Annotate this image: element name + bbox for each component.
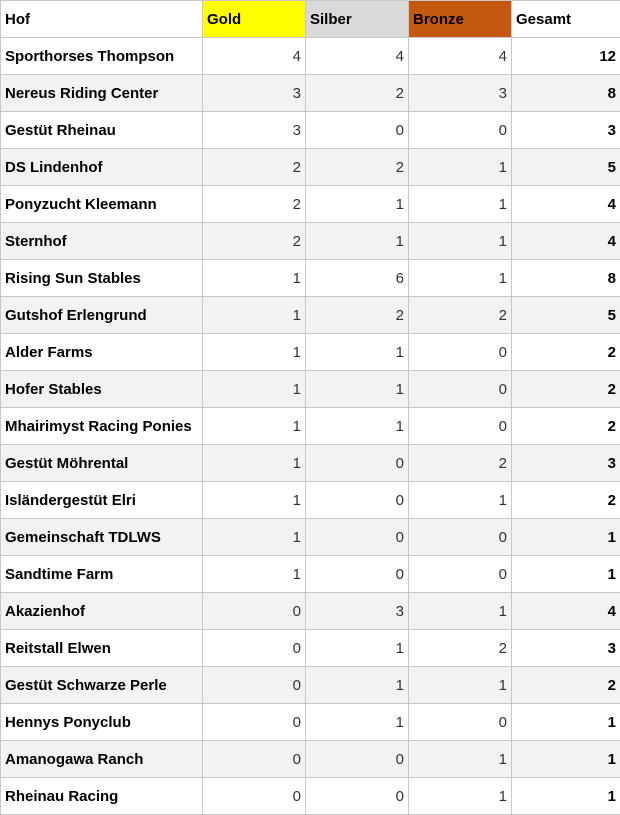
cell-gesamt[interactable]: 4 — [512, 186, 620, 223]
cell-bronze[interactable]: 0 — [409, 334, 512, 371]
cell-hof[interactable]: Alder Farms — [1, 334, 203, 371]
cell-gold[interactable]: 1 — [203, 408, 306, 445]
cell-hof[interactable]: Amanogawa Ranch — [1, 741, 203, 778]
cell-hof[interactable]: Rheinau Racing — [1, 778, 203, 815]
header-row — [1, 1, 620, 38]
cell-bronze[interactable]: 3 — [409, 75, 512, 112]
cell-hof[interactable]: DS Lindenhof — [1, 149, 203, 186]
cell-gesamt[interactable]: 1 — [512, 704, 620, 741]
cell-silber[interactable]: 1 — [306, 408, 409, 445]
table-row — [1, 297, 620, 334]
cell-bronze[interactable]: 0 — [409, 704, 512, 741]
cell-hof[interactable]: Sporthorses Thompson — [1, 38, 203, 75]
cell-gold[interactable]: 2 — [203, 186, 306, 223]
cell-gold[interactable]: 1 — [203, 260, 306, 297]
cell-hof[interactable]: Gestüt Schwarze Perle — [1, 667, 203, 704]
cell-silber[interactable]: 1 — [306, 334, 409, 371]
table-row — [1, 519, 620, 556]
cell-silber[interactable]: 1 — [306, 371, 409, 408]
table-row — [1, 38, 620, 75]
cell-gesamt[interactable]: 8 — [512, 260, 620, 297]
table-row — [1, 75, 620, 112]
cell-bronze[interactable]: 1 — [409, 778, 512, 815]
cell-gesamt[interactable]: 4 — [512, 223, 620, 260]
table-row — [1, 667, 620, 704]
cell-gesamt[interactable]: 5 — [512, 297, 620, 334]
table-row — [1, 223, 620, 260]
cell-gold[interactable]: 1 — [203, 371, 306, 408]
cell-gesamt[interactable]: 4 — [512, 593, 620, 630]
cell-hof[interactable]: Nereus Riding Center — [1, 75, 203, 112]
cell-bronze[interactable]: 1 — [409, 149, 512, 186]
cell-bronze[interactable]: 1 — [409, 593, 512, 630]
cell-hof[interactable]: Hofer Stables — [1, 371, 203, 408]
header-hof[interactable]: Hof — [1, 1, 203, 38]
cell-gold[interactable]: 1 — [203, 445, 306, 482]
cell-silber[interactable]: 4 — [306, 38, 409, 75]
cell-hof[interactable]: Hennys Ponyclub — [1, 704, 203, 741]
cell-silber[interactable]: 0 — [306, 778, 409, 815]
cell-silber[interactable]: 3 — [306, 593, 409, 630]
table-row — [1, 149, 620, 186]
cell-gold[interactable]: 0 — [203, 667, 306, 704]
cell-hof[interactable]: Gestüt Rheinau — [1, 112, 203, 149]
cell-hof[interactable]: Gutshof Erlengrund — [1, 297, 203, 334]
cell-silber[interactable]: 0 — [306, 519, 409, 556]
cell-silber[interactable]: 0 — [306, 741, 409, 778]
cell-gold[interactable]: 4 — [203, 38, 306, 75]
cell-gesamt[interactable]: 2 — [512, 482, 620, 519]
cell-silber[interactable]: 1 — [306, 223, 409, 260]
cell-gold[interactable]: 1 — [203, 297, 306, 334]
cell-bronze[interactable]: 2 — [409, 445, 512, 482]
cell-bronze[interactable]: 0 — [409, 371, 512, 408]
cell-silber[interactable]: 6 — [306, 260, 409, 297]
table-row — [1, 482, 620, 519]
cell-hof[interactable]: Mhairimyst Racing Ponies — [1, 408, 203, 445]
cell-gold[interactable]: 0 — [203, 741, 306, 778]
cell-gesamt[interactable]: 1 — [512, 556, 620, 593]
cell-gold[interactable]: 1 — [203, 519, 306, 556]
cell-gold[interactable]: 0 — [203, 593, 306, 630]
header-bronze[interactable]: Bronze — [409, 1, 512, 38]
header-gesamt[interactable]: Gesamt — [512, 1, 620, 38]
cell-bronze[interactable]: 1 — [409, 741, 512, 778]
table-row — [1, 371, 620, 408]
cell-bronze[interactable]: 2 — [409, 297, 512, 334]
cell-hof[interactable]: Sandtime Farm — [1, 556, 203, 593]
cell-silber[interactable]: 1 — [306, 667, 409, 704]
table-row — [1, 408, 620, 445]
cell-hof[interactable]: Sternhof — [1, 223, 203, 260]
cell-silber[interactable]: 0 — [306, 112, 409, 149]
cell-gesamt[interactable]: 2 — [512, 334, 620, 371]
cell-bronze[interactable]: 4 — [409, 38, 512, 75]
table-row — [1, 556, 620, 593]
cell-gold[interactable]: 0 — [203, 704, 306, 741]
cell-gesamt[interactable]: 1 — [512, 778, 620, 815]
cell-hof[interactable]: Isländergestüt Elri — [1, 482, 203, 519]
cell-hof[interactable]: Gemeinschaft TDLWS — [1, 519, 203, 556]
cell-silber[interactable]: 0 — [306, 556, 409, 593]
cell-gesamt[interactable]: 1 — [512, 519, 620, 556]
table-row — [1, 445, 620, 482]
cell-gold[interactable]: 1 — [203, 556, 306, 593]
cell-gold[interactable]: 3 — [203, 112, 306, 149]
cell-gesamt[interactable]: 3 — [512, 630, 620, 667]
cell-bronze[interactable]: 0 — [409, 408, 512, 445]
cell-gesamt[interactable]: 8 — [512, 75, 620, 112]
cell-gold[interactable]: 0 — [203, 778, 306, 815]
cell-gold[interactable]: 0 — [203, 630, 306, 667]
table-row — [1, 630, 620, 667]
cell-gesamt[interactable]: 2 — [512, 667, 620, 704]
table-row — [1, 778, 620, 815]
cell-silber[interactable]: 1 — [306, 186, 409, 223]
table-body — [1, 38, 620, 815]
cell-gesamt[interactable]: 5 — [512, 149, 620, 186]
cell-gold[interactable]: 1 — [203, 482, 306, 519]
cell-gesamt[interactable]: 3 — [512, 445, 620, 482]
cell-silber[interactable]: 2 — [306, 297, 409, 334]
header-gold[interactable]: Gold — [203, 1, 306, 38]
cell-silber[interactable]: 2 — [306, 149, 409, 186]
cell-gold[interactable]: 3 — [203, 75, 306, 112]
cell-bronze[interactable]: 1 — [409, 482, 512, 519]
cell-gesamt[interactable]: 2 — [512, 371, 620, 408]
table-row — [1, 112, 620, 149]
cell-gold[interactable]: 1 — [203, 334, 306, 371]
cell-hof[interactable]: Gestüt Möhrental — [1, 445, 203, 482]
cell-gesamt[interactable]: 1 — [512, 741, 620, 778]
cell-silber[interactable]: 1 — [306, 630, 409, 667]
table-row — [1, 186, 620, 223]
cell-silber[interactable]: 1 — [306, 704, 409, 741]
cell-hof[interactable]: Reitstall Elwen — [1, 630, 203, 667]
cell-gesamt[interactable]: 3 — [512, 112, 620, 149]
cell-gesamt[interactable]: 2 — [512, 408, 620, 445]
cell-bronze[interactable]: 1 — [409, 186, 512, 223]
table-row — [1, 593, 620, 630]
table-row — [1, 704, 620, 741]
cell-bronze[interactable]: 1 — [409, 667, 512, 704]
cell-bronze[interactable]: 0 — [409, 112, 512, 149]
cell-bronze[interactable]: 0 — [409, 556, 512, 593]
cell-silber[interactable]: 0 — [306, 445, 409, 482]
cell-silber[interactable]: 0 — [306, 482, 409, 519]
cell-bronze[interactable]: 1 — [409, 260, 512, 297]
cell-hof[interactable]: Akazienhof — [1, 593, 203, 630]
cell-bronze[interactable]: 0 — [409, 519, 512, 556]
cell-gesamt[interactable]: 12 — [512, 38, 620, 75]
cell-hof[interactable]: Ponyzucht Kleemann — [1, 186, 203, 223]
table-row — [1, 260, 620, 297]
table-row — [1, 334, 620, 371]
header-silber[interactable]: Silber — [306, 1, 409, 38]
cell-gold[interactable]: 2 — [203, 223, 306, 260]
cell-hof[interactable]: Rising Sun Stables — [1, 260, 203, 297]
cell-bronze[interactable]: 2 — [409, 630, 512, 667]
cell-gold[interactable]: 2 — [203, 149, 306, 186]
cell-bronze[interactable]: 1 — [409, 223, 512, 260]
cell-silber[interactable]: 2 — [306, 75, 409, 112]
table-row — [1, 741, 620, 778]
